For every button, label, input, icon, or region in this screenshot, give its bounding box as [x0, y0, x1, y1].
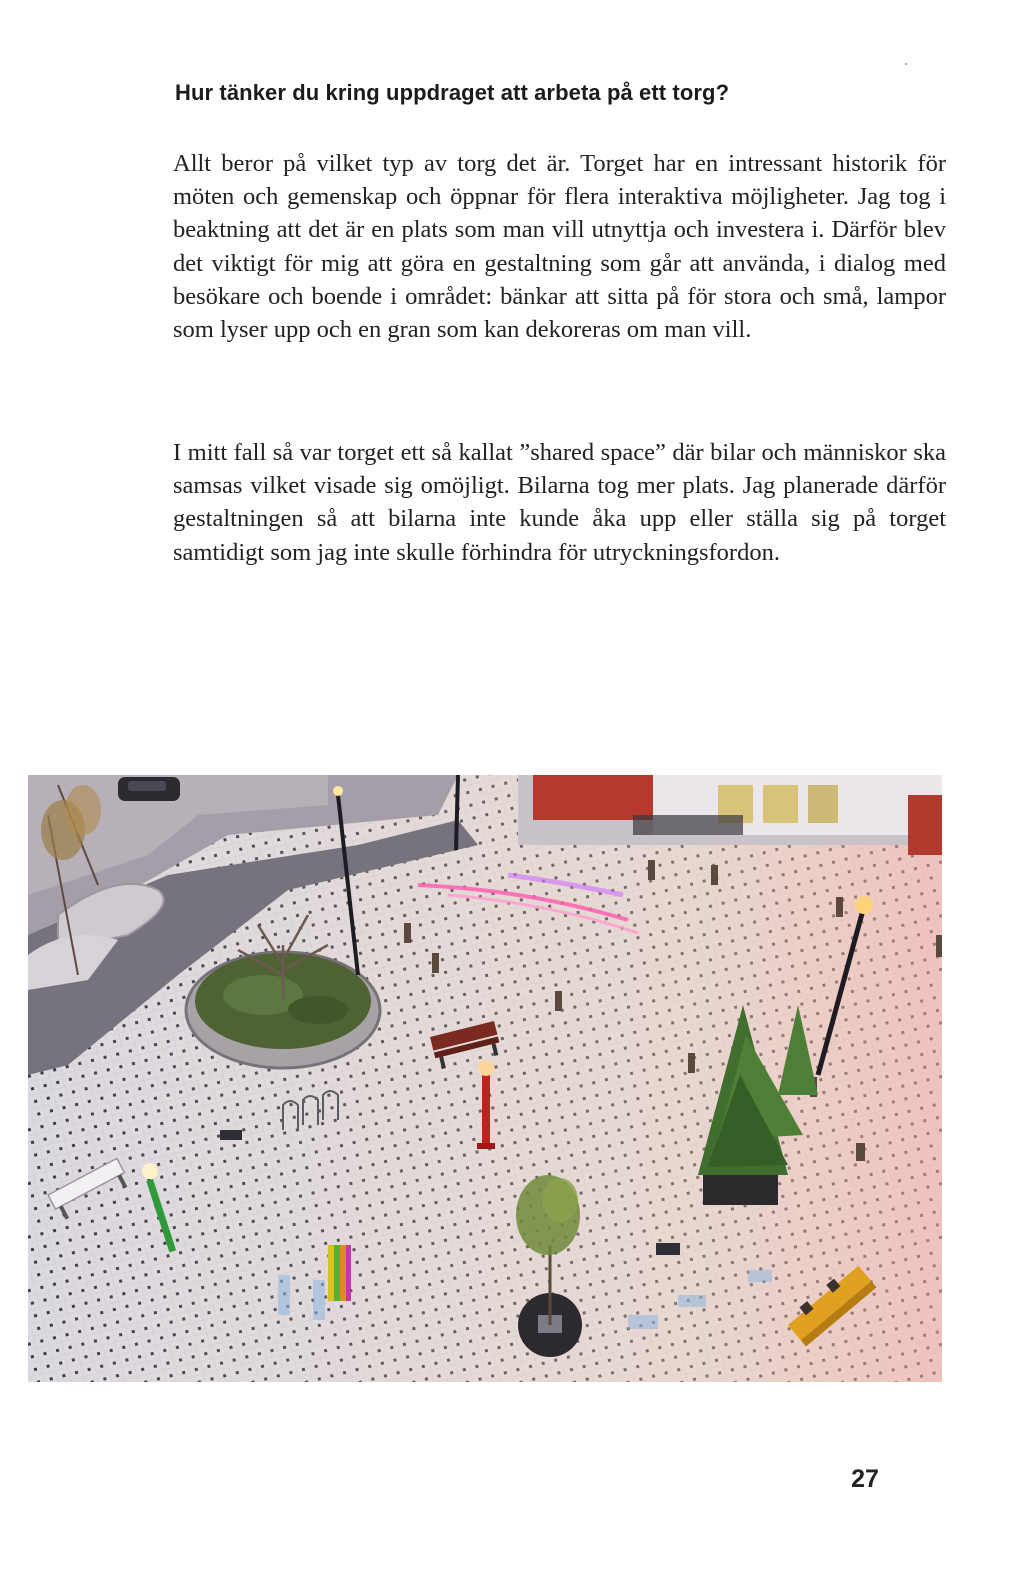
scan-speck — [905, 63, 907, 65]
square-photo — [28, 775, 942, 1382]
page-number: 27 — [851, 1465, 879, 1493]
page-heading: Hur tänker du kring uppdraget att arbeta på ett torg? — [175, 80, 730, 105]
paragraph-1: Allt beror på vilket typ av torg det är. Torget har en intressant historik för möten och gemenskap och öppnar för flera interaktiva möjligheter. Jag tog i beaktning att det är en plats som man vill utnyttja och investera i. Därför blev det viktigt för mig att göra en gestaltning som går att använda, i dialog med besökare och boende i området: bänkar att sitta på för stora och små, lampor som lyser upp och en gran som kan dekoreras om man vill. — [173, 150, 946, 344]
paragraph-2: I mitt fall så var torget ett så kallat ”shared space” där bilar och människor ska samsas vilket visade sig omöjligt. Bilarna tog mer plats. Jag planerade därför gestaltningen så att bilarna inte kunde åka upp eller ställa sig på torget samtidigt som jag inte skulle förhindra för utryckningsfordon. — [173, 439, 946, 566]
